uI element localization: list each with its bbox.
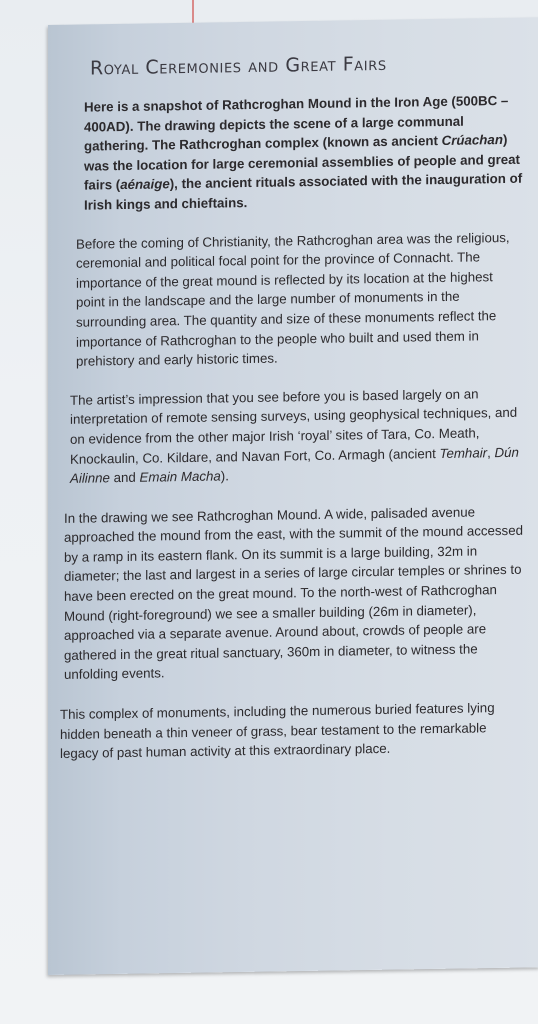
paragraph-text: ) was the location for large ceremonial assemblies of people and great fairs ( xyxy=(84,132,520,193)
sign-content xyxy=(60,33,530,764)
italic-term: Emain Macha xyxy=(139,468,221,485)
paragraph-drawing-description xyxy=(64,501,524,685)
paragraph-text: This complex of monuments, including the numerous buried features lying hidden beneath a thin veneer of grass, bear testament to the remarkable legacy of past human activity at this extraordinary place. xyxy=(60,700,495,762)
paragraph-text: In the drawing we see Rathcroghan Mound. A wide, palisaded avenue approached the mound from the east, with the summit of the mound accessed by a ramp in its eastern flank. On its summit is a large building, 32m in diameter; the last and largest in a series of large circular temples or shrines to have been erected on the great mound. To the north-west of Rathcroghan Mound (right-foreground) we see a smaller building (26m in diameter), approached via a separate avenue. Around about, crowds of people are gathered in the great ritual sanctuary, 360m in diameter, to witness the unfolding events. xyxy=(64,504,523,683)
paragraph-text: Before the coming of Christianity, the Rathcroghan area was the religious, ceremonial and political focal point for the province of Connacht. The importance of the great mound is reflected by its location at the highest point in the landscape and the large number of monuments in the surrounding area. The quantity and size of these monuments reflect the importance of Rathcroghan to the people who built and used them in prehistory and early historic times. xyxy=(76,229,510,369)
italic-term: Dún Ailinne xyxy=(70,444,519,486)
paragraph-text: The artist’s impression that you see before you is based largely on an interpretation of remote sensing surveys, using geophysical techniques, and on evidence from the other major Irish ‘royal’ sites of Tara, Co. Meath, Knockaulin, Co. Kildare, and Navan Fort, Co. Armagh (ancient xyxy=(70,386,518,467)
paragraph-artist-impression xyxy=(70,383,522,488)
italic-term: aénaige xyxy=(120,176,170,193)
paragraph-conclusion xyxy=(60,698,522,764)
paragraph-text: ), the ancient rituals associated with the inauguration of Irish kings and chieftains. xyxy=(84,171,523,213)
paragraph-intro xyxy=(84,91,524,215)
paragraph-text: and xyxy=(109,469,140,486)
italic-term: Temhair xyxy=(439,444,488,461)
paragraph-text: ). xyxy=(220,468,229,484)
italic-term: Crúachan xyxy=(441,132,503,149)
paragraph-text: Here is a snapshot of Rathcroghan Mound in the Iron Age (500BC – 400AD). The drawing depicts the scene of a large communal gathering. The Rathcroghan complex (known as ancient xyxy=(84,92,509,154)
paragraph-text: , xyxy=(487,444,495,460)
paragraph-christianity xyxy=(76,227,524,371)
sign-title: Royal Ceremonies and Great Fairs xyxy=(90,52,387,80)
